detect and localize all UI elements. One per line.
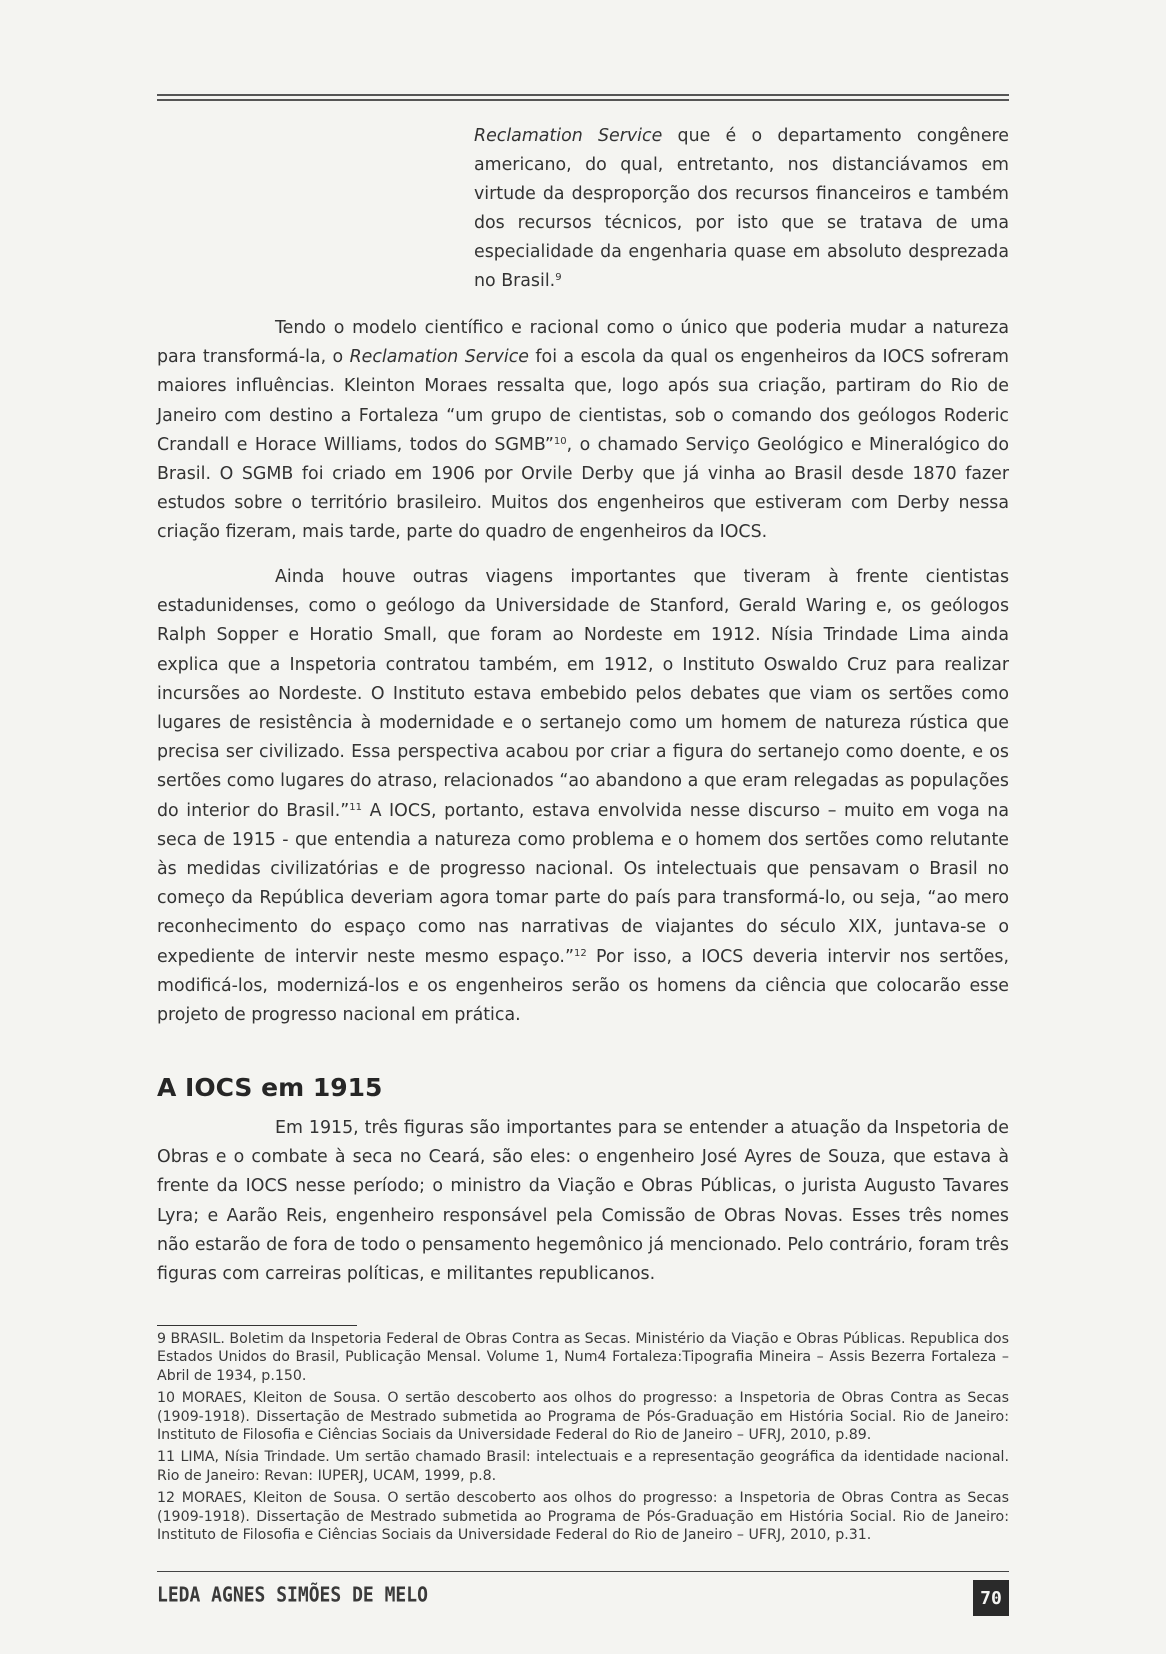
paragraph-2-text-a: Ainda houve outras viagens importantes que tiveram à frente cientistas estadunidenses, como o geólogo da Universidade de Stanford, Gerald Waring e, os geólogos Ralph Sopper e Horatio Small, que foram ao Nordeste em 1912. Nísia Trindade Lima ainda explica que a Inspetoria contratou também, em 1912, o Instituto Oswaldo Cruz para realizar incursões ao Nordeste. O Instituto estava embebido pelos debates que viam os sertões como lugares de resistência à modernidade e o sertanejo como um homem de natureza rústica que precisa ser civilizado. Essa perspectiva acabou por criar a figura do sertanejo como doente, e os sertões como lugares do atraso, relacionados “ao abandono a que eram relegadas as populações do interior do Brasil.” — [157, 567, 1009, 821]
footer-rule — [157, 1571, 1009, 1572]
footnote-ref-11[interactable]: 11 — [349, 801, 362, 813]
footnote-10: 10 MORAES, Kleiton de Sousa. O sertão descoberto aos olhos do progresso: a Inspetoria de Obras Contra as Secas (1909-1918). Dissertação de Mestrado submetida ao Programa de Pós-Graduação em História Social. Rio de Janeiro: Instituto de Filosofia e Ciências Sociais da Universidade Federal do Rio de Janeiro – UFRJ, 2010, p.89. — [157, 1390, 1009, 1444]
quote-text: que é o departamento congênere americano, do qual, entretanto, nos distanciávamos em virtude da desproporção dos recursos financeiros e também dos recursos técnicos, por isto que se tratava de uma especialidade da engenharia quase em absoluto desprezada no Brasil. — [474, 126, 1009, 291]
paragraph-3-text: Em 1915, três figuras são importantes para se entender a atuação da Inspetoria de Obras e o combate à seca no Ceará, são eles: o engenheiro José Ayres de Souza, que estava à frente da IOCS nesse período; o ministro da Viação e Obras Públicas, o jurista Augusto Tavares Lyra; e Aarão Reis, engenheiro responsável pela Comissão de Obras Novas. Esses três nomes não estarão de fora de todo o pensamento hegemônico já mencionado. Pelo contrário, foram três figuras com carreiras políticas, e militantes republicanos. — [157, 1118, 1009, 1285]
block-quote — [474, 122, 1009, 296]
paragraph-2-text-c: Por isso, a IOCS deveria intervir nos sertões, modificá-los, modernizá-los e os engenheiros serão os homens da ciência que colocarão esse projeto de progresso nacional em prática. — [157, 946, 1009, 1026]
paragraph-1-text-a: Tendo o modelo científico e racional como o único que poderia mudar a natureza para transformá-la, o — [157, 318, 1009, 368]
paragraph-3 — [157, 1114, 1009, 1289]
footnote-separator — [157, 1325, 357, 1326]
page-number: 70 — [973, 1580, 1009, 1616]
section-heading: A IOCS em 1915 — [157, 1073, 383, 1102]
paragraph-1-text-c: , o chamado Serviço Geológico e Mineralógico do Brasil. O SGMB foi criado em 1906 por Orvile Derby que já vinha ao Brasil desde 1870 fazer estudos sobre o território brasileiro. Muitos dos engenheiros que estiveram com Derby nessa criação fizeram, mais tarde, parte do quadro de engenheiros da IOCS. — [157, 434, 1009, 543]
footer-author: LEDA AGNES SIMÕES DE MELO — [157, 1583, 428, 1608]
footnotes — [157, 1330, 1009, 1548]
footnote-12: 12 MORAES, Kleiton de Sousa. O sertão descoberto aos olhos do progresso: a Inspetoria de Obras Contra as Secas (1909-1918). Dissertação de Mestrado submetida ao Programa de Pós-Graduação em História Social. Rio de Janeiro: Instituto de Filosofia e Ciências Sociais da Universidade Federal do Rio de Janeiro – UFRJ, 2010, p.31. — [157, 1490, 1009, 1544]
paragraph-2 — [157, 563, 1009, 1030]
quote-italic-term: Reclamation Service — [474, 126, 663, 146]
footnote-ref-9[interactable]: 9 — [555, 272, 562, 283]
paragraph-1 — [157, 314, 1009, 548]
footnote-11: 11 LIMA, Nísia Trindade. Um sertão chamado Brasil: intelectuais e a representação geográfica da identidade nacional. Rio de Janeiro: Revan: IUPERJ, UCAM, 1999, p.8. — [157, 1449, 1009, 1484]
paragraph-2-text-b: A IOCS, portanto, estava envolvida nesse discurso – muito em voga na seca de 1915 - que entendia a natureza como problema e o homem dos sertões como relutante às medidas civilizatórias e de progresso nacional. Os intelectuais que pensavam o Brasil no começo da República deveriam agora tomar parte do país para transformá-lo, ou seja, “ao mero reconhecimento do espaço como nas narrativas de viajantes do século XIX, juntava-se o expediente de intervir neste mesmo espaço.” — [157, 800, 1009, 967]
footnote-ref-12[interactable]: 12 — [573, 947, 587, 959]
page — [157, 0, 1009, 1654]
footnote-ref-10[interactable]: 10 — [553, 435, 567, 447]
paragraph-1-italic-term: Reclamation Service — [349, 347, 530, 368]
paragraph-1-text-b: foi a escola da qual os engenheiros da IOCS sofreram maiores influências. Kleinton Moraes ressalta que, logo após sua criação, partiram do Rio de Janeiro com destino a Fortaleza “um grupo de cientistas, sob o comando dos geólogos Roderic Crandall e Horace Williams, todos do SGMB” — [157, 347, 1009, 455]
header-double-rule — [157, 94, 1009, 101]
footnote-9: 9 BRASIL. Boletim da Inspetoria Federal de Obras Contra as Secas. Ministério da Viação e Obras Públicas. Republica dos Estados Unidos do Brasil, Publicação Mensal. Volume 1, Num4 Fortaleza:Tipografia Mineira – Assis Bezerra Fortaleza – Abril de 1934, p.150. — [157, 1331, 1009, 1384]
